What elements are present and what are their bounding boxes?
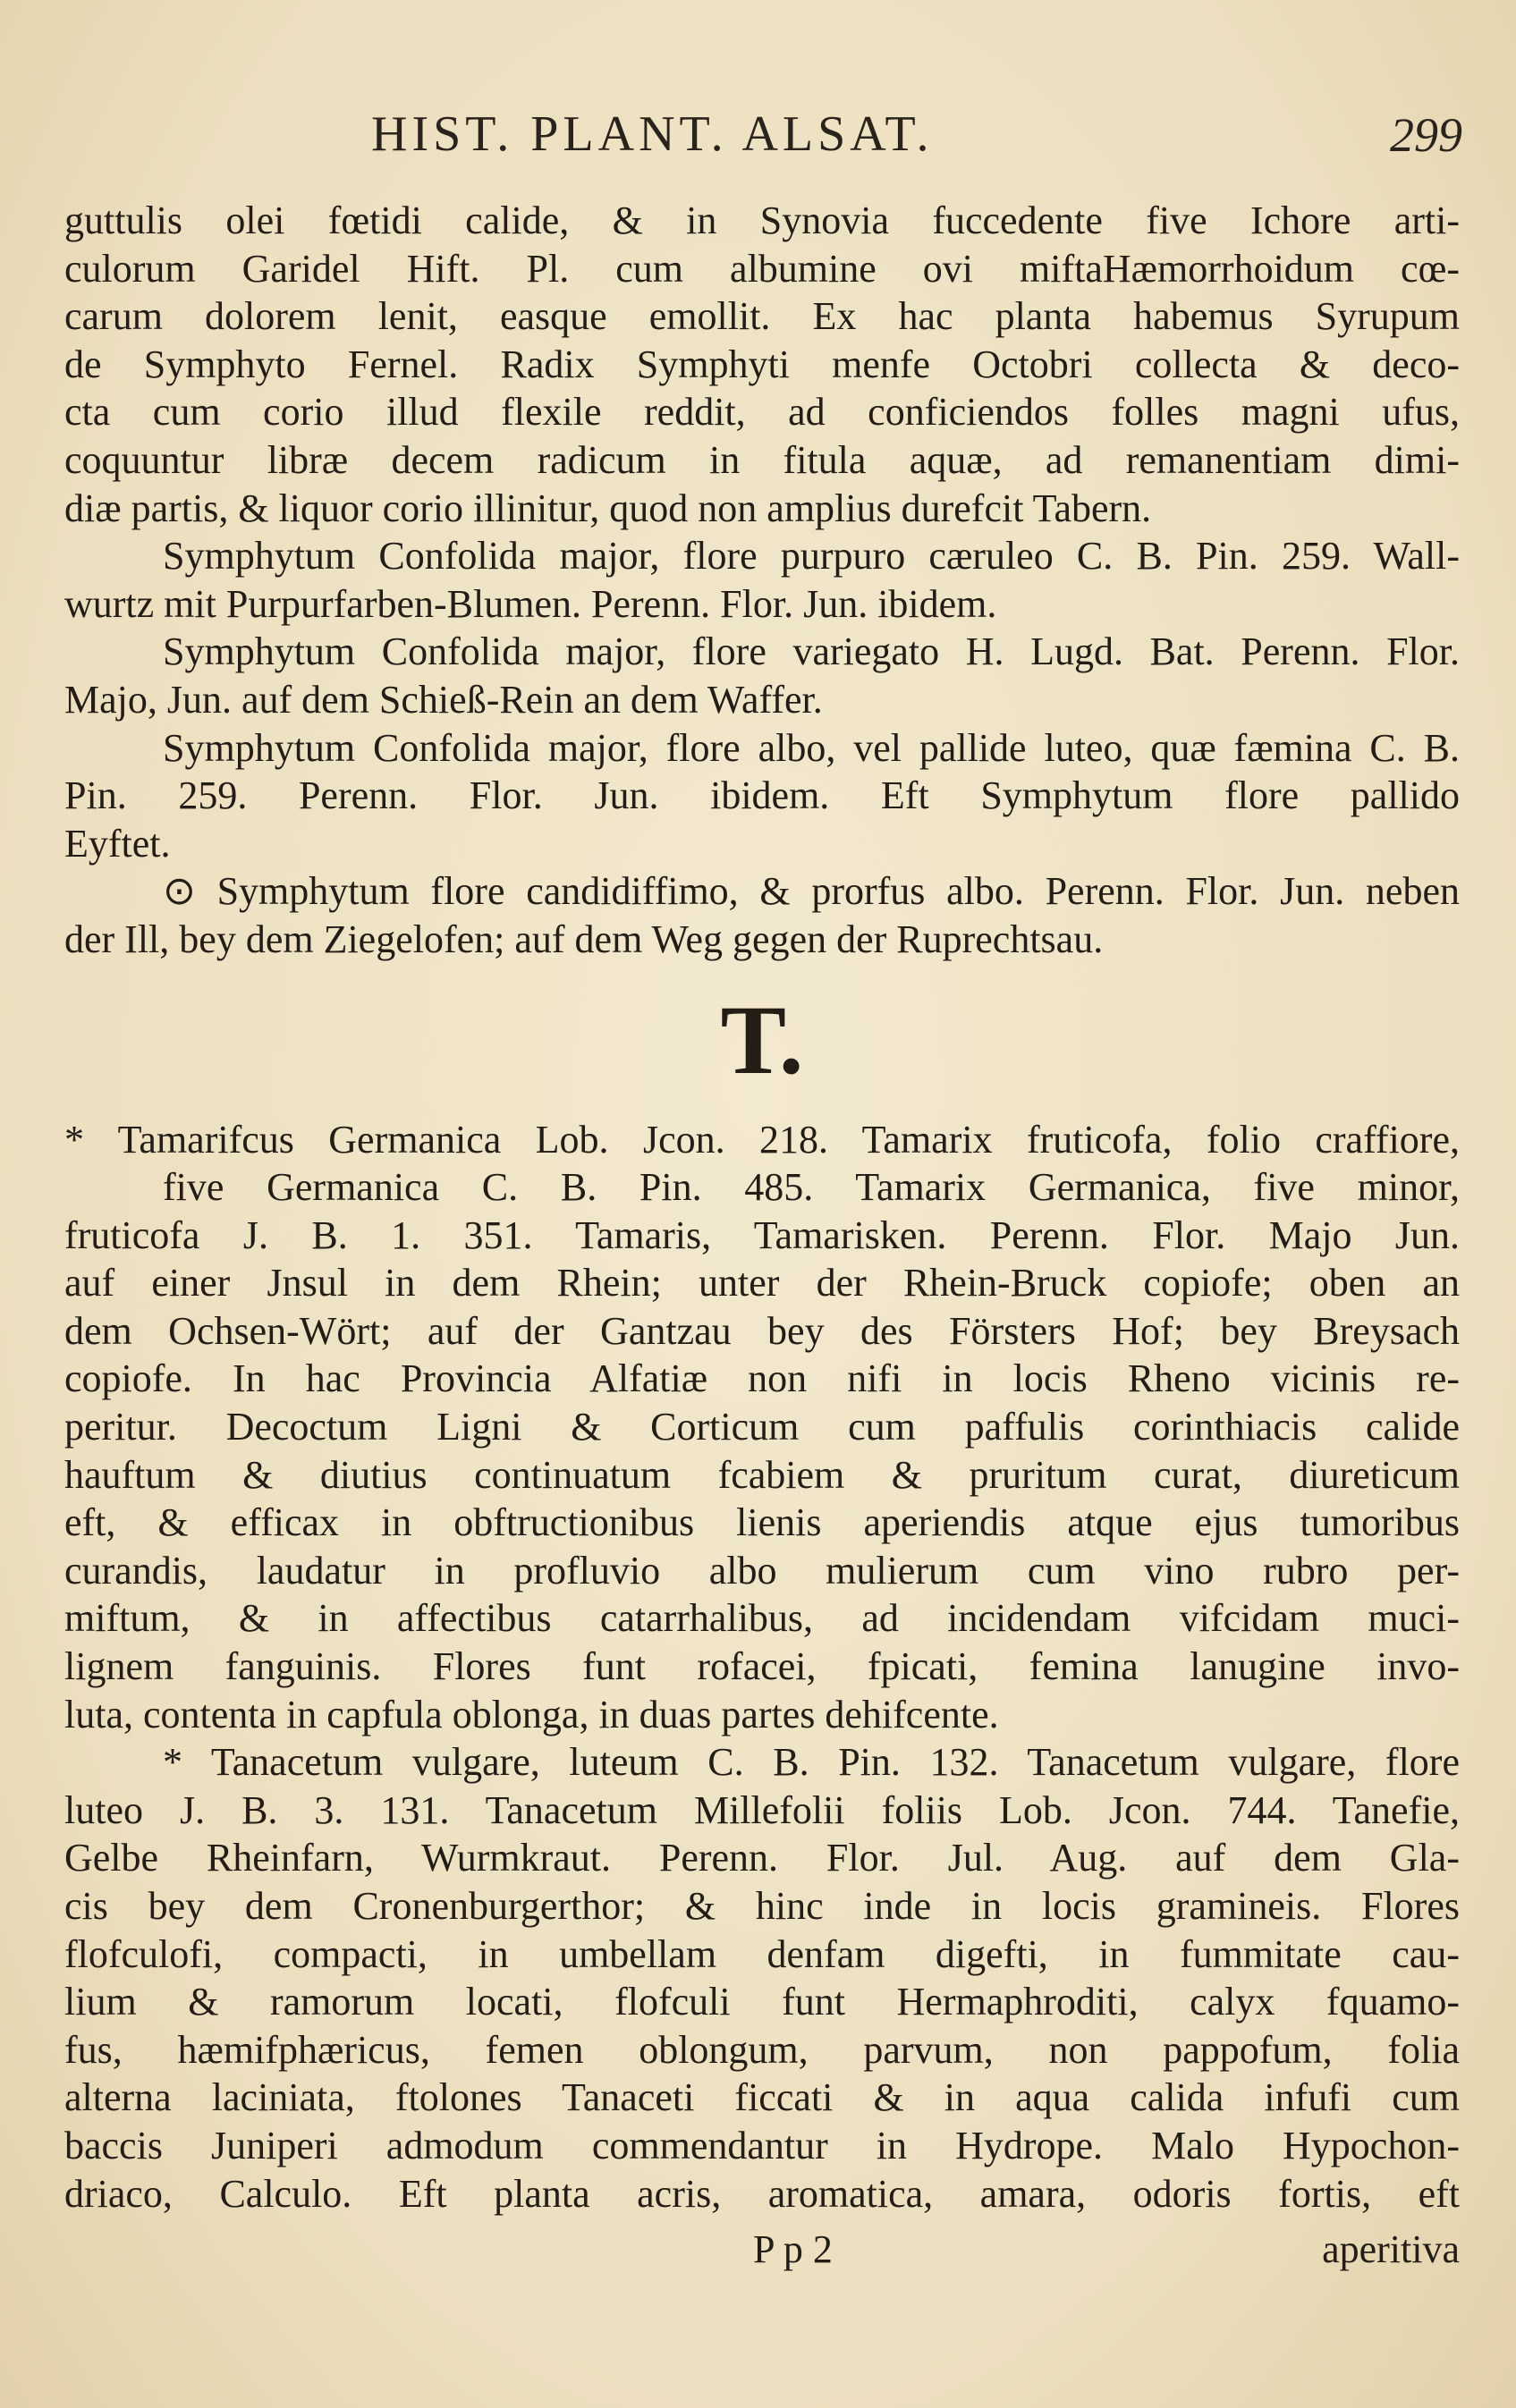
- text-line: eft, & efficax in obftructionibus lienis aperiendis atque ejus tumoribus: [64, 1500, 1460, 1545]
- page-number: 299: [1390, 108, 1462, 162]
- text-line: baccis Juniperi admodum commendantur in Hydrope. Malo Hypochon-: [64, 2123, 1460, 2167]
- running-title: HIST. PLANT. ALSAT.: [371, 106, 934, 162]
- text-line: Symphytum Confolida major, flore albo, vel pallide luteo, quæ fæmina C. B.: [163, 725, 1460, 770]
- text-line: der Ill, bey dem Ziegelofen; auf dem Weg gegen der Ruprechtsau.: [64, 917, 1104, 961]
- text-line: * Tamarifcus Germanica Lob. Jcon. 218. Tamarix fruticofa, folio craffiore,: [64, 1117, 1460, 1162]
- text-line: coquuntur libræ decem radicum in fitula aquæ, ad remanentiam dimi-: [64, 437, 1460, 482]
- text-line: hauftum & diutius continuatum fcabiem & pruritum curat, diureticum: [64, 1452, 1460, 1497]
- text-line: peritur. Decoctum Ligni & Corticum cum paffulis corinthiacis calide: [64, 1405, 1460, 1449]
- text-line: luta, contenta in capfula oblonga, in duas partes dehifcente.: [64, 1692, 999, 1736]
- page-footer: [64, 2226, 1460, 2280]
- body-text: [64, 197, 1460, 2218]
- text-line: fus, hæmifphæricus, femen oblongum, parvum, non pappofum, folia: [64, 2027, 1460, 2072]
- paragraph-symphytum-uses: [64, 197, 1460, 532]
- text-line: Majo, Jun. auf dem Schieß-Rein an dem Waffer.: [64, 677, 823, 722]
- text-line: dem Ochsen-Wört; auf der Gantzau bey des Försters Hof; bey Breysach: [64, 1308, 1460, 1353]
- text-line: cta cum corio illud flexile reddit, ad conficiendos folles magni ufus,: [64, 390, 1460, 435]
- paragraph-symphytum-varieties: [64, 532, 1460, 963]
- text-line: * Tanacetum vulgare, luteum C. B. Pin. 132. Tanacetum vulgare, flore: [163, 1740, 1460, 1785]
- text-line: miftum, & in affectibus catarrhalibus, ad incidendam vifcidam muci-: [64, 1596, 1460, 1641]
- text-line: Gelbe Rheinfarn, Wurmkraut. Perenn. Flor. Jul. Aug. auf dem Gla-: [64, 1836, 1460, 1880]
- text-line: culorum Garidel Hift. Pl. cum albumine ovi miftaHæmorrhoidum cœ-: [64, 246, 1460, 291]
- text-line: flofculofi, compacti, in umbellam denfam digefti, in fummitate cau-: [64, 1931, 1460, 1976]
- text-line: driaco, Calculo. Eft planta acris, aromatica, amara, odoris fortis, eft: [64, 2171, 1460, 2216]
- text-line: diæ partis, & liquor corio illinitur, quod non amplius durefcit Tabern.: [64, 486, 1152, 530]
- text-line: cis bey dem Cronenburgerthor; & hinc inde in locis gramineis. Flores: [64, 1884, 1460, 1928]
- text-line: alterna laciniata, ftolones Tanaceti ficcati & in aqua calida infufi cum: [64, 2075, 1460, 2120]
- paragraph-tanacetum: [64, 1738, 1460, 2218]
- section-heading-letter: T.: [720, 984, 804, 1094]
- text-line: five Germanica C. B. Pin. 485. Tamarix Germanica, five minor,: [163, 1165, 1460, 1210]
- text-line: lium & ramorum locati, flofculi funt Hermaphroditi, calyx fquamo-: [64, 1980, 1460, 2024]
- text-line: Symphytum Confolida major, flore purpuro cæruleo C. B. Pin. 259. Wall-: [163, 534, 1460, 579]
- page-header: [0, 106, 1516, 168]
- text-line: de Symphyto Fernel. Radix Symphyti menfe Octobri collecta & deco-: [64, 342, 1460, 386]
- text-line: fruticofa J. B. 1. 351. Tamaris, Tamarisken. Perenn. Flor. Majo Jun.: [64, 1212, 1460, 1257]
- paragraph-tamariscus: [64, 1116, 1460, 1739]
- text-line: Pin. 259. Perenn. Flor. Jun. ibidem. Eft Symphytum flore pallido: [64, 773, 1460, 818]
- text-line: lignem fanguinis. Flores funt rofacei, fpicati, femina lanugine invo-: [64, 1644, 1460, 1689]
- text-line: luteo J. B. 3. 131. Tanacetum Millefolii foliis Lob. Jcon. 744. Tanefie,: [64, 1787, 1460, 1832]
- text-line: guttulis olei fœtidi calide, & in Synovia fuccedente five Ichore arti-: [64, 199, 1460, 242]
- catchword: aperitiva: [1322, 2227, 1460, 2271]
- text-line: wurtz mit Purpurfarben-Blumen. Perenn. Flor. Jun. ibidem.: [64, 581, 997, 626]
- text-line: Eyftet.: [64, 821, 171, 866]
- text-line: Symphytum Confolida major, flore variegato H. Lugd. Bat. Perenn. Flor.: [163, 629, 1460, 674]
- text-line: curandis, laudatur in profluvio albo mulierum cum vino rubro per-: [64, 1548, 1460, 1593]
- text-line: ⊙ Symphytum flore candidiffimo, & prorfus albo. Perenn. Flor. Jun. neben: [163, 869, 1460, 914]
- signature-mark: P p 2: [753, 2227, 833, 2271]
- text-line: carum dolorem lenit, easque emollit. Ex hac planta habemus Syrupum: [64, 294, 1460, 339]
- text-line: auf einer Jnsul in dem Rhein; unter der Rhein-Bruck copiofe; oben an: [64, 1261, 1460, 1305]
- text-line: copiofe. In hac Provincia Alfatiæ non nifi in locis Rheno vicinis re-: [64, 1356, 1460, 1401]
